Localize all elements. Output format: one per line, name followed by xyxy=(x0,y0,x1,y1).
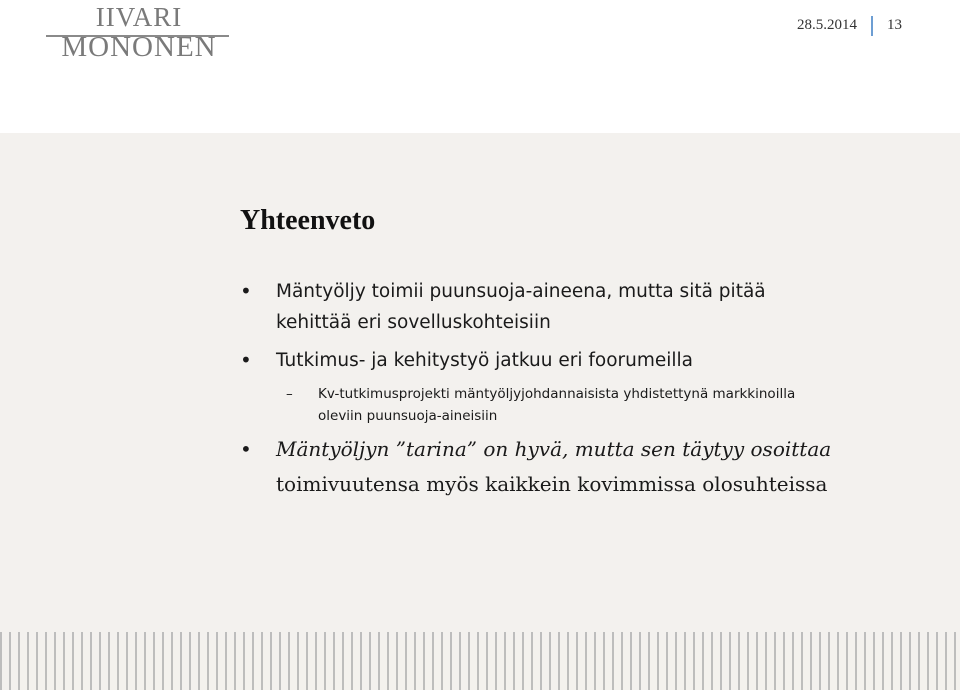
decorative-stripes xyxy=(0,632,960,690)
sub-bullet xyxy=(286,383,918,427)
bullet-dot-icon: • xyxy=(240,279,252,303)
bullet-2 xyxy=(240,345,936,376)
bullet-3-line-1: Mäntyöljyn ”tarina” on hyvä, mutta sen täytyy osoittaa xyxy=(276,437,832,461)
bullet-2-text: Tutkimus- ja kehitystyö jatkuu eri foorumeilla xyxy=(276,350,694,371)
logo-line-2: MONONEN xyxy=(61,31,217,63)
slide-date: 28.5.2014 xyxy=(797,17,857,33)
header-divider xyxy=(871,16,873,36)
bullet-1-line-1: Mäntyöljy toimii puunsuoja-aineena, mutta sitä pitää xyxy=(276,281,766,302)
bullet-dot-icon: • xyxy=(240,437,252,461)
company-logo xyxy=(44,2,234,63)
bullet-3-line-2: toimivuutensa myös kaikkein kovimmissa olosuhteissa xyxy=(276,472,828,496)
bullet-1-line-2: kehittää eri sovelluskohteisiin xyxy=(276,312,551,333)
slide-title: Yhteenveto xyxy=(240,205,376,236)
bullet-1 xyxy=(240,276,936,338)
logo-line-1: IIVARI xyxy=(95,2,183,32)
sub-bullet-line-2: oleviin puunsuoja-aineisiin xyxy=(318,408,498,424)
slide-header xyxy=(0,0,960,133)
page-number: 13 xyxy=(887,17,902,33)
bullet-3 xyxy=(240,432,916,502)
bullet-dot-icon: • xyxy=(240,348,252,372)
slide-content xyxy=(0,133,960,690)
dash-icon: – xyxy=(286,386,293,402)
sub-bullet-line-1: Kv-tutkimusprojekti mäntyöljyjohdannaisista yhdistettynä markkinoilla xyxy=(318,386,796,402)
